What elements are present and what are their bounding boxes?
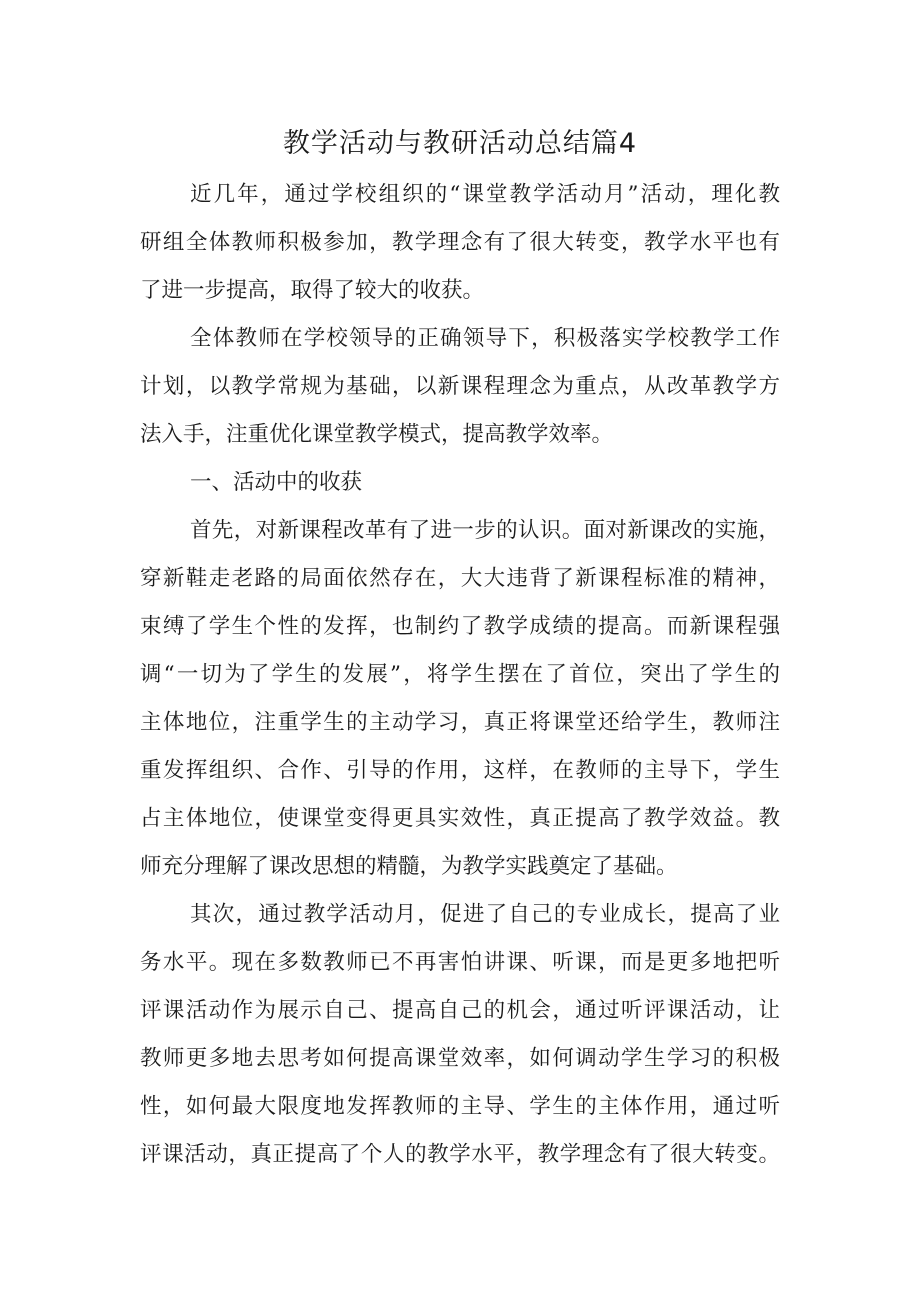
paragraph-3-line-5: 主体地位，注重学生的主动学习，真正将课堂还给学生，教师注 bbox=[140, 710, 780, 735]
paragraph-1-line-1: 近几年，通过学校组织的“课堂教学活动月”活动，理化教 bbox=[190, 182, 780, 207]
paragraph-2-line-1: 全体教师在学校领导的正确领导下，积极落实学校教学工作 bbox=[190, 326, 780, 351]
paragraph-4-line-3: 评课活动作为展示自己、提高自己的机会，通过听评课活动，让 bbox=[140, 998, 780, 1023]
paragraph-4-line-1: 其次，通过教学活动月，促进了自己的专业成长，提高了业 bbox=[190, 902, 780, 927]
paragraph-1-line-3: 了进一步提高，取得了较大的收获。 bbox=[140, 278, 485, 303]
paragraph-2-line-2: 计划，以教学常规为基础，以新课程理念为重点，从改革教学方 bbox=[140, 374, 780, 399]
paragraph-3-line-1: 首先，对新课程改革有了进一步的认识。面对新课改的实施， bbox=[190, 518, 780, 543]
paragraph-3-line-3: 束缚了学生个性的发挥，也制约了教学成绩的提高。而新课程强 bbox=[140, 614, 780, 639]
document-title: 教学活动与教研活动总结篇4 bbox=[282, 128, 638, 159]
paragraph-4-line-5: 性，如何最大限度地发挥教师的主导、学生的主体作用，通过听 bbox=[140, 1094, 780, 1119]
paragraph-4-line-4: 教师更多地去思考如何提高课堂效率，如何调动学生学习的积极 bbox=[140, 1046, 780, 1071]
paragraph-3-line-7: 占主体地位，使课堂变得更具实效性，真正提高了教学效益。教 bbox=[140, 806, 780, 831]
paragraph-3-line-8: 师充分理解了课改思想的精髓，为教学实践奠定了基础。 bbox=[140, 854, 678, 879]
paragraph-4-line-6: 评课活动，真正提高了个人的教学水平，教学理念有了很大转变。 bbox=[140, 1142, 780, 1167]
paragraph-1-line-2: 研组全体教师积极参加，教学理念有了很大转变，教学水平也有 bbox=[140, 230, 780, 255]
paragraph-3-line-2: 穿新鞋走老路的局面依然存在，大大违背了新课程标准的精神， bbox=[140, 566, 780, 591]
paragraph-3-line-4: 调“一切为了学生的发展”，将学生摆在了首位，突出了学生的 bbox=[140, 662, 780, 687]
paragraph-3-line-6: 重发挥组织、合作、引导的作用，这样，在教师的主导下，学生 bbox=[140, 758, 780, 783]
paragraph-2-line-3: 法入手，注重优化课堂教学模式，提高教学效率。 bbox=[140, 422, 614, 447]
section-heading: 一、活动中的收获 bbox=[190, 470, 363, 495]
paragraph-4-line-2: 务水平。现在多数教师已不再害怕讲课、听课，而是更多地把听 bbox=[140, 950, 780, 975]
